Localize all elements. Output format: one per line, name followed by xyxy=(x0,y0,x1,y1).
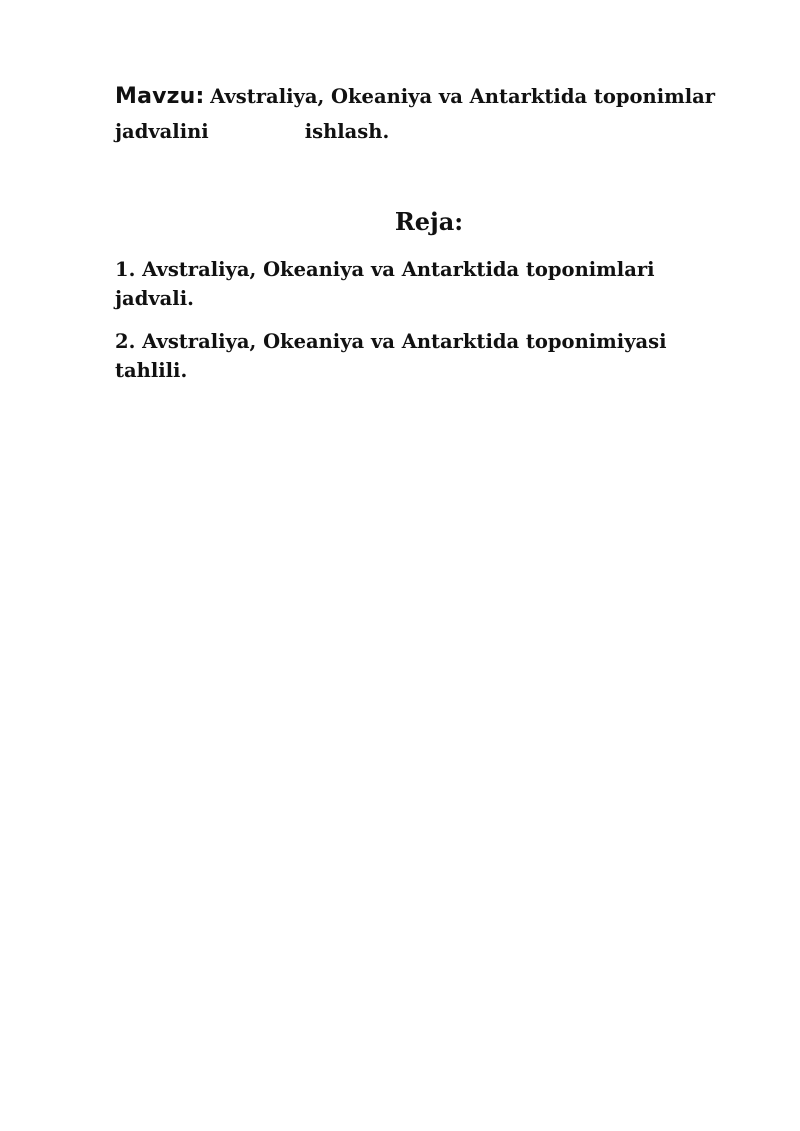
topic-line-2 xyxy=(115,115,735,150)
plan-item-2-line-2: tahlili. xyxy=(115,359,188,382)
topic-heading xyxy=(115,80,735,150)
topic-text-1: Avstraliya, Okeaniya va Antarktida toponimlar xyxy=(210,85,716,108)
topic-text-2a: jadvalini xyxy=(115,120,209,143)
plan-item-1-line-2: jadvali. xyxy=(115,287,194,310)
plan-item-1-line-1: 1. Avstraliya, Okeaniya va Antarktida toponimlari xyxy=(115,258,655,281)
plan-item-2 xyxy=(115,327,715,385)
topic-text-2b: ishlash. xyxy=(304,120,390,143)
plan-item-1 xyxy=(115,255,715,313)
topic-label: Mavzu: xyxy=(115,84,205,109)
topic-line-1 xyxy=(115,80,735,115)
plan-title: Reja: xyxy=(394,207,464,236)
plan-item-2-line-1: 2. Avstraliya, Okeaniya va Antarktida toponimiyasi xyxy=(115,330,667,353)
